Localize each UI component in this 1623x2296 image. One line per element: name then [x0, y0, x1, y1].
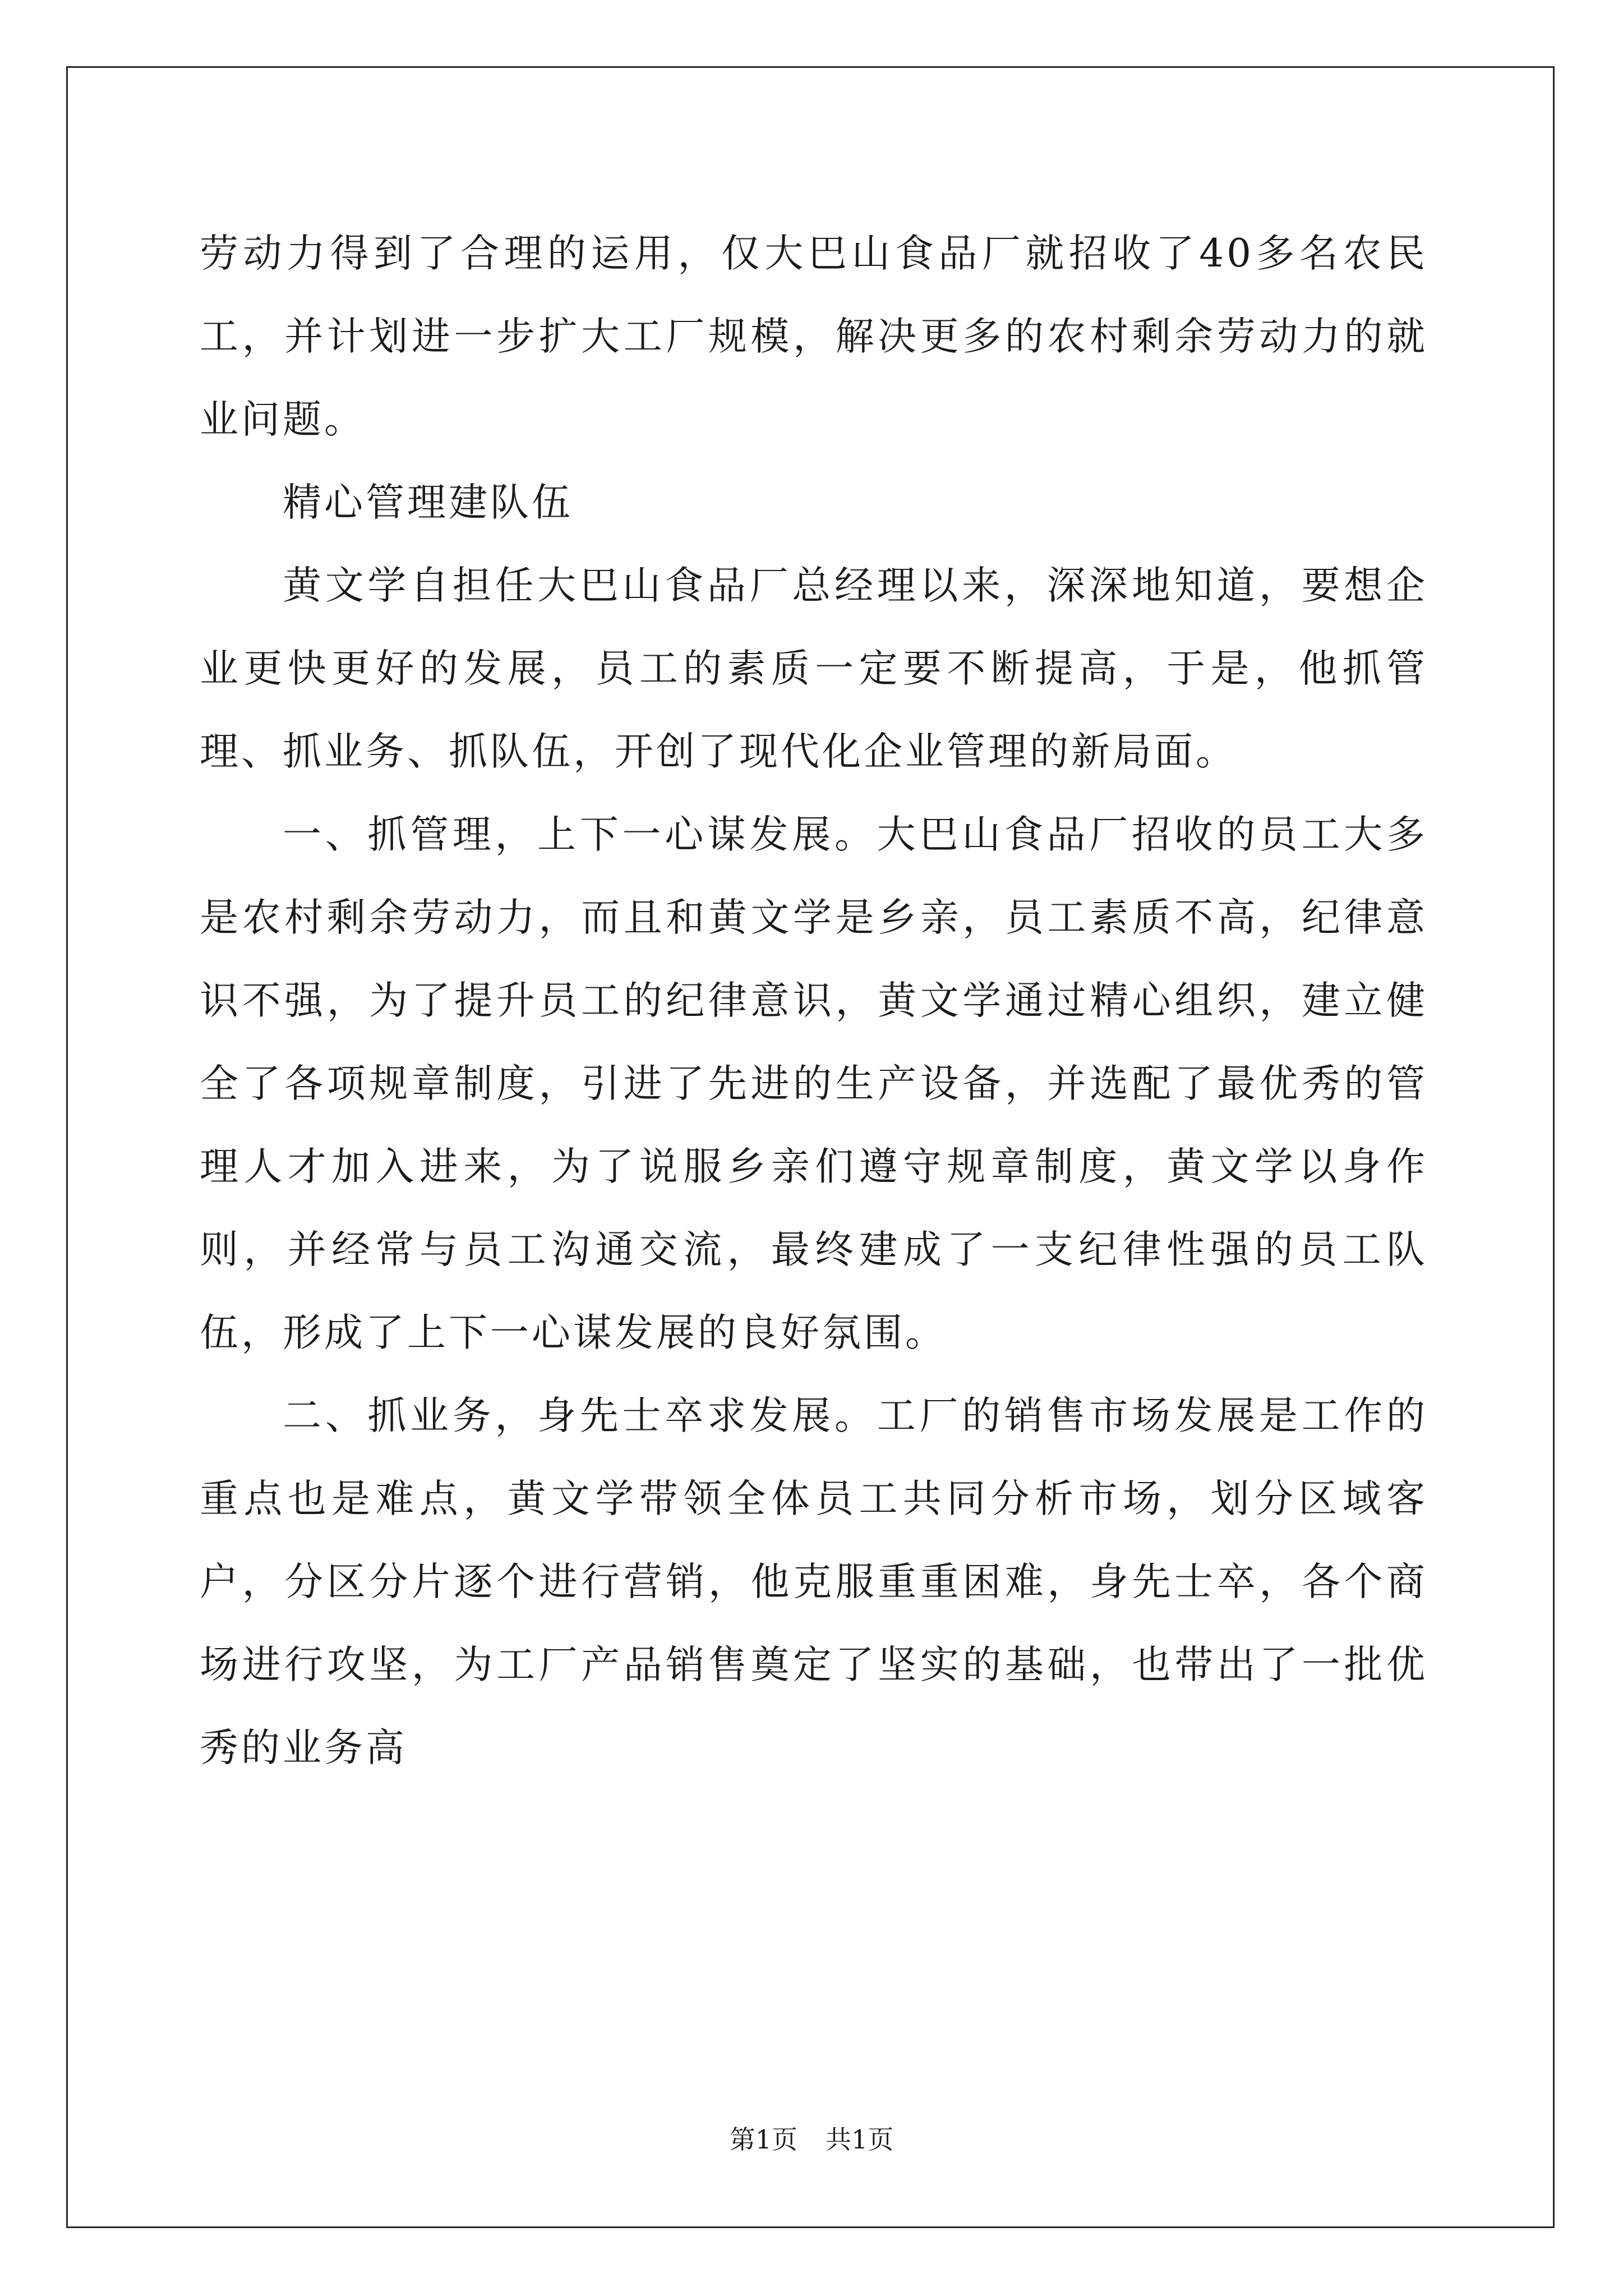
page-footer [0, 2119, 1623, 2156]
document-body [200, 212, 1428, 1789]
page-total: 共1页 [826, 2124, 894, 2155]
page-number: 第1页 [729, 2124, 797, 2155]
paragraph-business: 二、抓业务，身先士卒求发展。工厂的销售市场发展是工作的重点也是难点，黄文学带领全体员工共同分析市场，划分区域客户，分区分片逐个进行营销，他克服重重困难，身先士卒，各个商场进行攻坚，为工厂产品销售奠定了坚实的基础，也带出了一批优秀的业务高 [200, 1393, 1428, 1770]
section-heading: 精心管理建队伍 [283, 480, 573, 525]
paragraph-intro: 黄文学自担任大巴山食品厂总经理以来，深深地知道，要想企业更快更好的发展，员工的素质一定要不断提高，于是，他抓管理、抓业务、抓队伍，开创了现代化企业管理的新局面。 [200, 563, 1428, 774]
paragraph-continuation: 劳动力得到了合理的运用，仅大巴山食品厂就招收了40多名农民工，并计划进一步扩大工厂规模，解决更多的农村剩余劳动力的就业问题。 [200, 231, 1428, 442]
paragraph-management: 一、抓管理，上下一心谋发展。大巴山食品厂招收的员工大多是农村剩余劳动力，而且和黄文学是乡亲，员工素质不高，纪律意识不强，为了提升员工的纪律意识，黄文学通过精心组织，建立健全了各项规章制度，引进了先进的生产设备，并选配了最优秀的管理人才加入进来，为了说服乡亲们遵守规章制度，黄文学以身作则，并经常与员工沟通交流，最终建成了一支纪律性强的员工队伍，形成了上下一心谋发展的良好氛围。 [200, 812, 1428, 1355]
